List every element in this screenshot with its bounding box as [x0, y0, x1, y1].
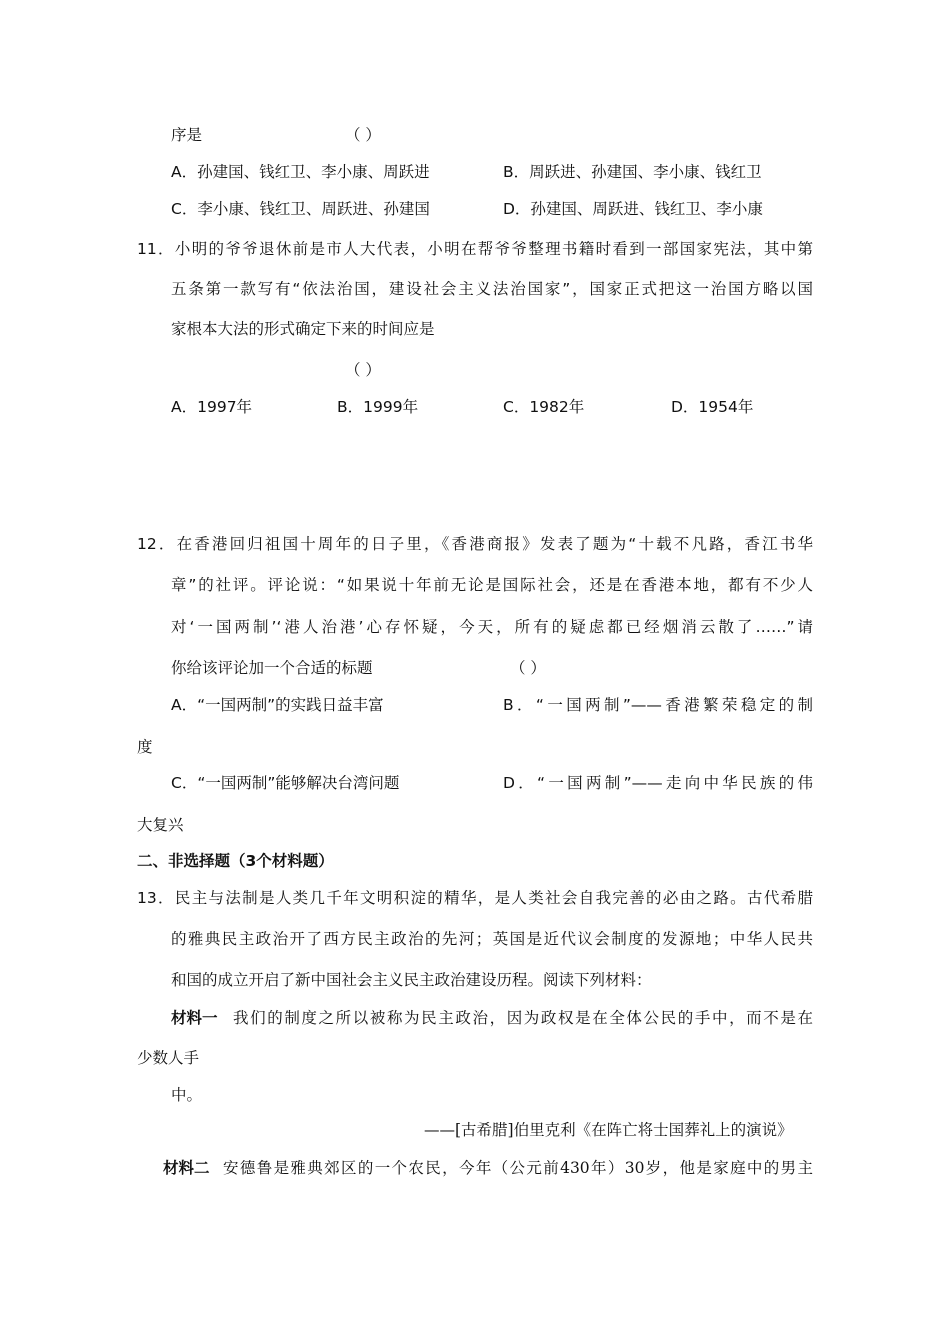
q10-stem-tail: 序是: [171, 126, 203, 144]
q12-stem-line2: 章”的社评。评论说：“如果说十年前无论是国际社会，还是在香港本地，都有不少人: [171, 576, 813, 594]
material-two-label: 材料二: [163, 1159, 210, 1177]
material-two-text: 安德鲁是雅典郊区的一个农民，今年（公元前430年）30岁，他是家庭中的男主: [223, 1159, 813, 1177]
q11-stem-line2: 五条第一款写有“依法治国，建设社会主义法治国家”，国家正式把这一治国方略以国: [171, 280, 813, 298]
q11-answer-paren: （ ）: [345, 361, 381, 379]
q12-stem-line3: 对‘一国两制’‘港人治港’心存怀疑，今天，所有的疑虑都已经烟消云散了……”请: [171, 618, 813, 636]
q11-option-d: D．1954年: [671, 398, 754, 416]
q12-stem-line1: 12．在香港回归祖国十周年的日子里，《香港商报》发表了题为“十载不凡路，香江书华: [137, 535, 813, 553]
section-heading: 二、非选择题（3个材料题）: [137, 852, 334, 870]
q13-stem-line3: 和国的成立开启了新中国社会主义民主政治建设历程。阅读下列材料：: [171, 971, 652, 989]
q13-stem-line1: 13．民主与法制是人类几千年文明积淀的精华，是人类社会自我完善的必由之路。古代希腊: [137, 889, 813, 907]
q12-option-d-continued: 大复兴: [137, 816, 184, 834]
q10-option-d: D．孙建国、周跃进、钱红卫、李小康: [503, 200, 763, 218]
q11-option-b: B．1999年: [337, 398, 419, 416]
material-one-continued-1: 少数人手: [137, 1049, 200, 1067]
q11-stem-line1: 11．小明的爷爷退休前是市人大代表，小明在帮爷爷整理书籍时看到一部国家宪法，其中第: [137, 240, 813, 258]
q11-option-a: A．1997年: [171, 398, 253, 416]
q10-option-a: A．孙建国、钱红卫、李小康、周跃进: [171, 163, 430, 181]
q10-option-c: C．李小康、钱红卫、周跃进、孙建国: [171, 200, 430, 218]
q12-option-b-continued: 度: [137, 738, 153, 756]
material-one-label: 材料一: [171, 1009, 218, 1027]
material-one-source: ——[古希腊]伯里克利《在阵亡将士国葬礼上的演说》: [424, 1121, 793, 1139]
q10-option-b: B．周跃进、孙建国、李小康、钱红卫: [503, 163, 762, 181]
material-one-text: 我们的制度之所以被称为民主政治，因为政权是在全体公民的手中，而不是在: [233, 1009, 813, 1027]
q12-option-a: A．“一国两制”的实践日益丰富: [171, 696, 384, 714]
q12-option-d: D．“一国两制”——走向中华民族的伟: [503, 774, 813, 792]
q12-stem-line4: 你给该评论加一个合适的标题: [171, 659, 373, 677]
q12-answer-paren: （ ）: [510, 659, 546, 677]
q12-option-b: B．“一国两制”——香港繁荣稳定的制: [503, 696, 813, 714]
q10-answer-paren: （ ）: [345, 126, 381, 144]
q12-option-c: C．“一国两制”能够解决台湾问题: [171, 774, 400, 792]
q13-stem-line2: 的雅典民主政治开了西方民主政治的先河；英国是近代议会制度的发源地；中华人民共: [171, 930, 813, 948]
material-one-continued-2: 中。: [171, 1086, 203, 1104]
q11-stem-line3: 家根本大法的形式确定下来的时间应是: [171, 320, 435, 338]
q11-option-c: C．1982年: [503, 398, 585, 416]
